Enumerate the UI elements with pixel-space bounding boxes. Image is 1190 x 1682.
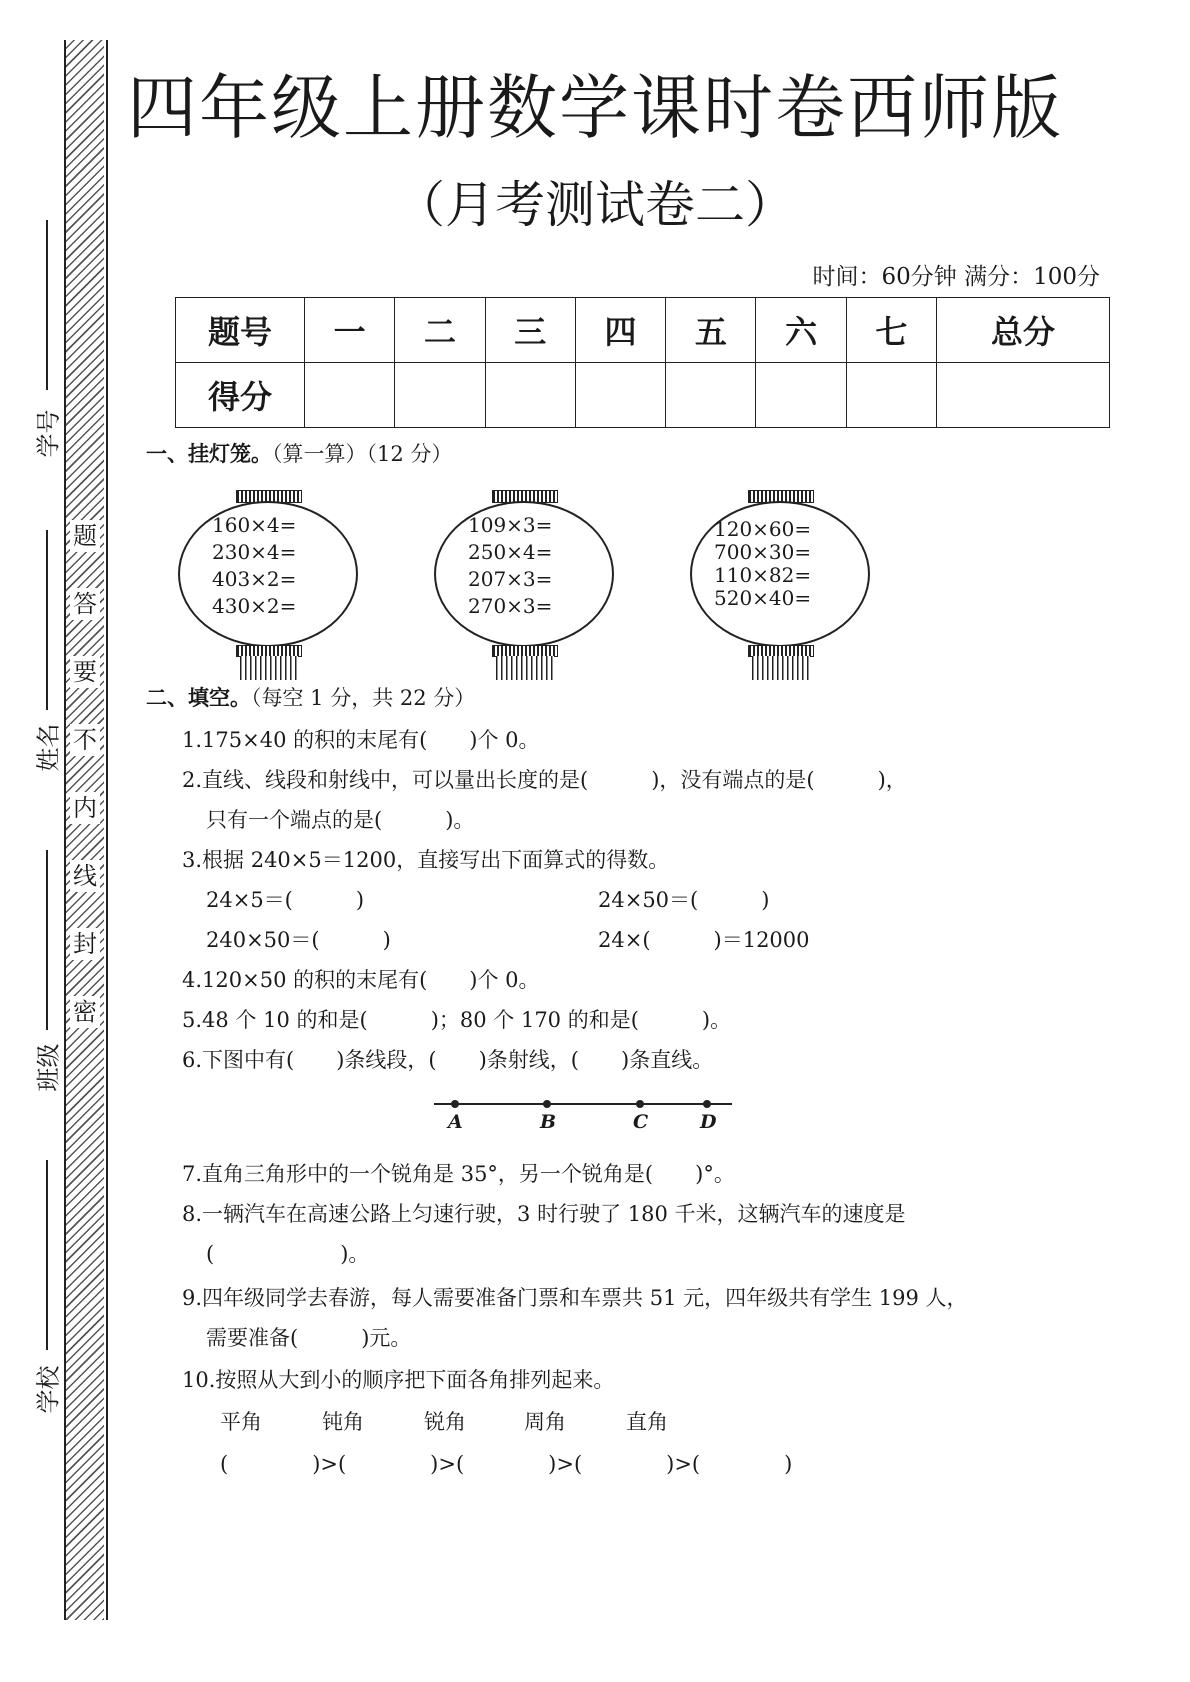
line-diagram-svg xyxy=(432,1098,732,1134)
calc-item[interactable]: 430×2= xyxy=(212,594,297,618)
section2-title: 二、填空。 xyxy=(146,686,251,710)
score-header-cell: 总分 xyxy=(937,298,1110,363)
point-c-dot xyxy=(636,1100,644,1108)
student-no-label: 学号 xyxy=(34,409,63,458)
calc-item[interactable]: 110×82= xyxy=(714,563,812,587)
calc-item[interactable]: 250×4= xyxy=(468,540,553,564)
score-header-cell: 三 xyxy=(485,298,575,363)
question-2[interactable]: 2.直线、线段和射线中，可以量出长度的是( )，没有端点的是( )， xyxy=(182,768,907,792)
score-cell[interactable] xyxy=(756,363,846,428)
score-cell[interactable] xyxy=(395,363,485,428)
score-header-cell: 七 xyxy=(846,298,936,363)
question-3-item[interactable]: 24×( )＝12000 xyxy=(598,928,810,952)
section1-title: 一、挂灯笼。 xyxy=(146,442,272,466)
score-header-row xyxy=(176,298,1110,363)
calc-item[interactable]: 109×3= xyxy=(468,513,553,537)
binding-line-left xyxy=(64,40,66,1620)
question-2-cont[interactable]: 只有一个端点的是( )。 xyxy=(206,808,475,832)
section2-heading xyxy=(146,682,475,712)
question-6[interactable]: 6.下图中有( )条线段，( )条射线，( )条直线。 xyxy=(182,1048,714,1072)
lantern-fringe xyxy=(752,656,810,680)
school-label: 学校 xyxy=(34,1365,63,1414)
seal-char: 要 xyxy=(70,656,100,688)
point-a-dot xyxy=(451,1100,459,1108)
question-1[interactable]: 1.175×40 的积的末尾有( )个 0。 xyxy=(182,728,540,752)
school-blank[interactable] xyxy=(46,1160,48,1350)
seal-char: 密 xyxy=(70,996,100,1028)
calc-item[interactable]: 207×3= xyxy=(468,567,553,591)
score-header-cell: 二 xyxy=(395,298,485,363)
lantern-1 xyxy=(178,490,358,680)
calc-item[interactable]: 230×4= xyxy=(212,540,297,564)
point-c-label: C xyxy=(633,1111,649,1133)
angle-name: 钝角 xyxy=(322,1410,364,1434)
student-no-blank[interactable] xyxy=(46,220,48,390)
question-10: 10.按照从大到小的顺序把下面各角排列起来。 xyxy=(182,1368,615,1392)
line-diagram xyxy=(432,1098,732,1134)
score-header-cell: 五 xyxy=(666,298,756,363)
point-b-dot xyxy=(543,1100,551,1108)
score-header-cell: 六 xyxy=(756,298,846,363)
page-subtitle: （月考测试卷二） xyxy=(395,176,795,234)
section1-heading xyxy=(146,438,452,468)
score-cell[interactable] xyxy=(575,363,665,428)
page-title: 四年级上册数学课时卷西师版 xyxy=(127,67,1063,149)
question-4[interactable]: 4.120×50 的积的末尾有( )个 0。 xyxy=(182,968,540,992)
lantern-fringe xyxy=(240,656,298,680)
calc-item[interactable]: 120×60= xyxy=(714,517,812,541)
question-3: 3.根据 240×5＝1200，直接写出下面算式的得数。 xyxy=(182,848,670,872)
question-9[interactable]: 9.四年级同学去春游，每人需要准备门票和车票共 51 元，四年级共有学生 199 人， xyxy=(182,1286,968,1310)
lantern-calcs xyxy=(468,512,552,620)
calc-item[interactable]: 700×30= xyxy=(714,540,812,564)
lantern-calcs xyxy=(714,518,811,610)
binding-hatch xyxy=(66,40,104,1620)
point-d-label: D xyxy=(700,1111,717,1133)
time-info: 时间：60分钟 满分：100分 xyxy=(812,264,1100,290)
binding-line-right xyxy=(106,40,108,1620)
question-5[interactable]: 5.48 个 10 的和是( )；80 个 170 的和是( )。 xyxy=(182,1008,732,1032)
question-8[interactable]: 8.一辆汽车在高速公路上匀速行驶，3 时行驶了 180 千米，这辆汽车的速度是 xyxy=(182,1202,906,1226)
lantern-calcs xyxy=(212,512,296,620)
angle-name: 锐角 xyxy=(424,1410,466,1434)
score-cell[interactable] xyxy=(305,363,395,428)
score-row-label: 得分 xyxy=(176,363,305,428)
angle-name: 平角 xyxy=(220,1410,262,1434)
calc-item[interactable]: 520×40= xyxy=(714,586,812,610)
score-header-cell: 题号 xyxy=(176,298,305,363)
seal-char: 内 xyxy=(70,792,100,824)
seal-char: 封 xyxy=(70,928,100,960)
question-7[interactable]: 7.直角三角形中的一个锐角是 35°，另一个锐角是( )°。 xyxy=(182,1162,735,1186)
question-3-item[interactable]: 240×50＝( ) xyxy=(206,928,391,952)
question-3-item[interactable]: 24×50＝( ) xyxy=(598,888,770,912)
name-label: 姓名 xyxy=(34,723,63,772)
lantern-3 xyxy=(690,490,870,680)
lantern-fringe xyxy=(496,656,554,680)
seal-char: 答 xyxy=(70,588,100,620)
seal-char: 题 xyxy=(70,520,100,552)
question-8-cont[interactable]: ( )。 xyxy=(206,1242,370,1266)
calc-item[interactable]: 270×3= xyxy=(468,594,553,618)
seal-char: 线 xyxy=(70,860,100,892)
name-blank[interactable] xyxy=(46,530,48,710)
score-cell[interactable] xyxy=(485,363,575,428)
angle-name: 直角 xyxy=(626,1410,668,1434)
point-d-dot xyxy=(703,1100,711,1108)
score-table xyxy=(175,297,1110,428)
point-b-label: B xyxy=(540,1111,557,1133)
angle-order-blanks[interactable]: ( )>( )>( )>( )>( ) xyxy=(220,1452,793,1476)
section1-note: （算一算）（12 分） xyxy=(272,442,453,466)
angle-name: 周角 xyxy=(524,1410,566,1434)
calc-item[interactable]: 160×4= xyxy=(212,513,297,537)
class-blank[interactable] xyxy=(46,850,48,1030)
score-cell[interactable] xyxy=(937,363,1110,428)
score-row xyxy=(176,363,1110,428)
question-3-item[interactable]: 24×5＝( ) xyxy=(206,888,365,912)
score-header-cell: 四 xyxy=(575,298,665,363)
lantern-2 xyxy=(434,490,614,680)
score-cell[interactable] xyxy=(846,363,936,428)
score-cell[interactable] xyxy=(666,363,756,428)
class-label: 班级 xyxy=(34,1043,63,1092)
section2-note: （每空 1 分，共 22 分） xyxy=(251,686,476,710)
seal-char: 不 xyxy=(70,724,100,756)
question-9-cont[interactable]: 需要准备( )元。 xyxy=(206,1326,412,1350)
calc-item[interactable]: 403×2= xyxy=(212,567,297,591)
score-header-cell: 一 xyxy=(305,298,395,363)
point-a-label: A xyxy=(448,1111,463,1133)
